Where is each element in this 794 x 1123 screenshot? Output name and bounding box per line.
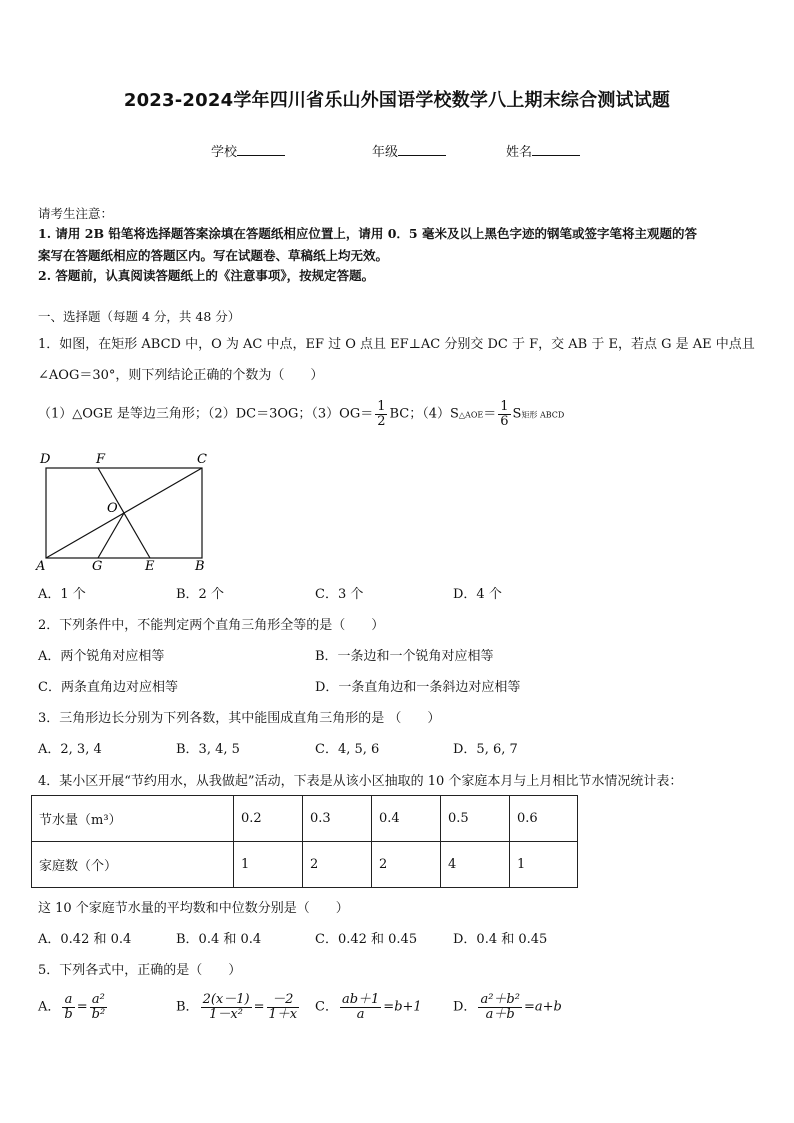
fraction bbox=[267, 993, 300, 1021]
notice-item-1a: 1. 请用 2B 铅笔将选择题答案涂填在答题纸相应位置上，请用 0．5 毫米及以上黑色字迹的钢笔或签字笔将主观题的答 bbox=[38, 226, 697, 241]
name-field bbox=[506, 141, 580, 160]
q4-stem: 4．某小区开展“节约用水，从我做起”活动，下表是从该小区抽取的 10 个家庭本月与上月相比节水情况统计表： bbox=[38, 774, 683, 789]
q5-option-c bbox=[315, 993, 422, 1021]
q5-option-d bbox=[453, 993, 562, 1021]
label-c: C bbox=[197, 452, 207, 467]
label-b: B bbox=[195, 559, 205, 574]
q2-option-b: B．一条边和一个锐角对应相等 bbox=[315, 649, 494, 664]
segment-og bbox=[98, 513, 124, 558]
water-saving-table bbox=[31, 795, 578, 888]
q1-sub-rect: 矩形 ABCD bbox=[521, 410, 565, 420]
q1-option-c: C．3 个 bbox=[315, 587, 364, 602]
frac-den: 1－x² bbox=[201, 1007, 252, 1022]
label-g: G bbox=[92, 559, 103, 574]
label-a: A bbox=[36, 559, 46, 574]
q2-option-a: A．两个锐角对应相等 bbox=[38, 649, 165, 664]
frac-den: a bbox=[340, 1007, 381, 1022]
frac-num: －2 bbox=[272, 992, 294, 1007]
q2-stem: 2．下列条件中，不能判定两个直角三角形全等的是（ ） bbox=[38, 618, 385, 633]
q1-sub-aoe: △AOE bbox=[458, 410, 484, 420]
frac-num: 1 bbox=[500, 399, 509, 414]
label-e: E bbox=[145, 559, 155, 574]
q1-fraction-sixth bbox=[498, 400, 510, 428]
equals: = bbox=[76, 999, 88, 1015]
school-blank bbox=[237, 144, 285, 156]
fraction bbox=[201, 993, 252, 1021]
fraction bbox=[340, 993, 381, 1021]
label-o: O bbox=[107, 501, 118, 516]
fraction bbox=[62, 993, 74, 1021]
q1-fraction-half bbox=[375, 400, 387, 428]
table-cell: 1 bbox=[510, 842, 578, 888]
table-row bbox=[32, 796, 578, 842]
q3-option-c: C．4, 5, 6 bbox=[315, 742, 380, 757]
table-row bbox=[32, 842, 578, 888]
frac-den: b bbox=[64, 1006, 73, 1022]
frac-num: 2(x－1) bbox=[202, 992, 250, 1007]
q1-stem-b: ∠AOG＝30°，则下列结论正确的个数为（ ） bbox=[38, 368, 324, 383]
option-label: C． bbox=[315, 999, 338, 1015]
q1-option-b: B．2 个 bbox=[176, 587, 224, 602]
q3-option-b: B．3, 4, 5 bbox=[176, 742, 240, 757]
q5-option-a bbox=[38, 993, 109, 1021]
q2-option-d: D．一条直角边和一条斜边对应相等 bbox=[315, 680, 521, 695]
frac-num: 1 bbox=[377, 399, 386, 414]
option-label: B． bbox=[176, 999, 199, 1015]
q5-option-b bbox=[176, 993, 301, 1021]
frac-num: ab＋1 bbox=[341, 992, 380, 1007]
table-cell: 节水量（m³） bbox=[32, 796, 234, 842]
q1-s: S bbox=[512, 406, 522, 422]
table-cell: 2 bbox=[372, 842, 441, 888]
notice-item-2: 2. 答题前，认真阅读答题纸上的《注意事项》，按规定答题。 bbox=[38, 268, 375, 283]
label-f: F bbox=[96, 452, 106, 467]
q3-option-a: A．2, 3, 4 bbox=[38, 742, 102, 757]
table-cell: 0.2 bbox=[234, 796, 303, 842]
page-title: 2023-2024学年四川省乐山外国语学校数学八上期末综合测试试题 bbox=[123, 90, 671, 111]
frac-den: b² bbox=[91, 1006, 106, 1022]
grade-label: 年级 bbox=[372, 145, 399, 160]
q1-conclusion-text: （1）△OGE 是等边三角形；（2）DC＝3OG；（3）OG＝ bbox=[38, 406, 374, 422]
name-label: 姓名 bbox=[506, 145, 533, 160]
fraction bbox=[478, 993, 522, 1021]
frac-den: 1＋x bbox=[268, 1006, 298, 1022]
q1-conclusions bbox=[38, 400, 564, 428]
q4-option-b: B．0.4 和 0.4 bbox=[176, 932, 262, 947]
table-cell: 家庭数（个） bbox=[32, 842, 234, 888]
q1-option-d: D．4 个 bbox=[453, 587, 502, 602]
notice-heading: 请考生注意： bbox=[38, 206, 114, 221]
table-cell: 1 bbox=[234, 842, 303, 888]
section-heading: 一、选择题（每题 4 分，共 48 分） bbox=[38, 309, 241, 324]
table-cell: 4 bbox=[441, 842, 510, 888]
label-d: D bbox=[40, 452, 51, 467]
option-label: A． bbox=[38, 999, 61, 1015]
name-blank bbox=[532, 144, 580, 156]
frac-num: a² bbox=[91, 992, 105, 1007]
q1-conclusion-text-2: BC；（4）S bbox=[389, 406, 459, 422]
q5-stem: 5．下列各式中，正确的是（ ） bbox=[38, 963, 242, 978]
grade-field bbox=[372, 141, 446, 160]
table-cell: 0.5 bbox=[441, 796, 510, 842]
school-label: 学校 bbox=[211, 145, 238, 160]
q1-option-a: A．1 个 bbox=[38, 587, 86, 602]
q3-option-d: D．5, 6, 7 bbox=[453, 742, 518, 757]
notice-item-1b: 案写在答题纸相应的答题区内。写在试题卷、草稿纸上均无效。 bbox=[38, 248, 389, 263]
equals: = bbox=[253, 999, 265, 1015]
frac-num: a²＋b² bbox=[480, 992, 520, 1007]
table-cell: 2 bbox=[303, 842, 372, 888]
table-cell: 0.3 bbox=[303, 796, 372, 842]
fraction bbox=[90, 993, 108, 1021]
table-cell: 0.6 bbox=[510, 796, 578, 842]
school-field bbox=[211, 141, 285, 160]
q4-option-c: C．0.42 和 0.45 bbox=[315, 932, 418, 947]
q1-figure bbox=[30, 448, 220, 576]
frac-num: a bbox=[64, 992, 73, 1007]
q4-option-a: A．0.42 和 0.4 bbox=[38, 932, 132, 947]
option-label: D． bbox=[453, 999, 477, 1015]
q4-option-d: D．0.4 和 0.45 bbox=[453, 932, 548, 947]
q3-stem: 3．三角形边长分别为下列各数，其中能围成直角三角形的是 （ ） bbox=[38, 711, 441, 726]
frac-den: 6 bbox=[500, 413, 509, 429]
grade-blank bbox=[398, 144, 446, 156]
q4-question: 这 10 个家庭节水量的平均数和中位数分别是（ ） bbox=[38, 901, 349, 916]
table-cell: 0.4 bbox=[372, 796, 441, 842]
frac-den: 2 bbox=[377, 413, 386, 429]
frac-den: a＋b bbox=[478, 1007, 522, 1022]
rhs: =b+1 bbox=[383, 999, 422, 1015]
rhs: =a+b bbox=[523, 999, 562, 1015]
q1-equals: ＝ bbox=[483, 406, 497, 422]
q2-option-c: C．两条直角边对应相等 bbox=[38, 680, 178, 695]
q1-stem-a: 1．如图，在矩形 ABCD 中，O 为 AC 中点，EF 过 O 点且 EF⊥AC 分别交 DC 于 F，交 AB 于 E，若点 G 是 AE 中点且 bbox=[38, 337, 755, 352]
